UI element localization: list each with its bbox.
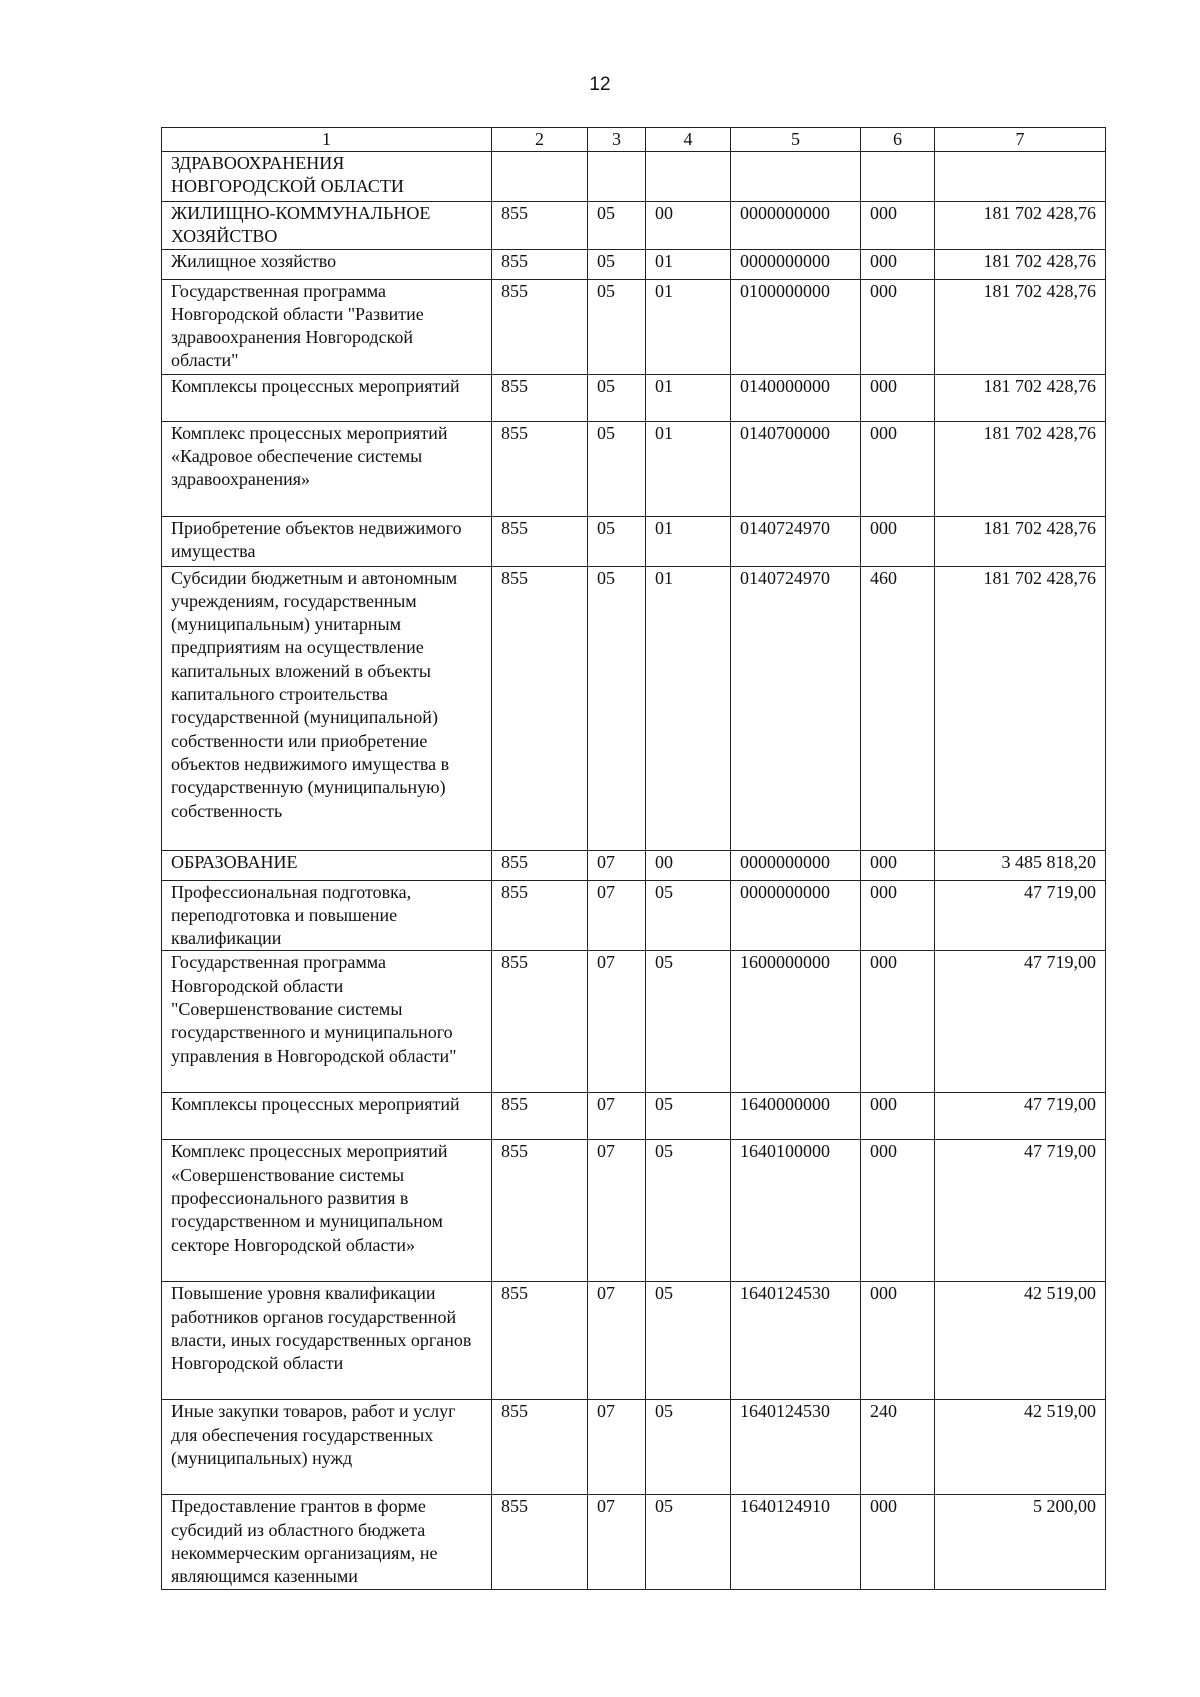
cell-row-name: ЗДРАВООХРАНЕНИЯ НОВГОРОДСКОЙ ОБЛАСТИ bbox=[162, 152, 492, 202]
cell-target-item-code: 1640100000 bbox=[731, 1140, 861, 1282]
cell-subsection-code: 00 bbox=[646, 850, 731, 880]
cell-expense-type-code: 240 bbox=[861, 1400, 935, 1495]
cell-row-name: Комплекс процессных мероприятий «Кадровое обеспечение системы здравоохранения» bbox=[162, 421, 492, 516]
cell-subsection-code: 05 bbox=[646, 880, 731, 951]
cell-department-code: 855 bbox=[492, 951, 588, 1093]
cell-row-name: Комплексы процессных мероприятий bbox=[162, 374, 492, 421]
column-header: 1 bbox=[162, 128, 492, 152]
cell-amount: 47 719,00 bbox=[935, 951, 1106, 1093]
table-row bbox=[162, 249, 1106, 279]
column-header: 6 bbox=[861, 128, 935, 152]
cell-expense-type-code: 000 bbox=[861, 374, 935, 421]
cell-subsection-code: 05 bbox=[646, 1495, 731, 1590]
cell-department-code: 855 bbox=[492, 249, 588, 279]
cell-section-code: 05 bbox=[588, 279, 646, 374]
cell-department-code: 855 bbox=[492, 516, 588, 566]
column-header: 2 bbox=[492, 128, 588, 152]
cell-row-name: Государственная программа Новгородской области "Развитие здравоохранения Новгородской области" bbox=[162, 279, 492, 374]
cell-department-code: 855 bbox=[492, 1400, 588, 1495]
cell-amount: 5 200,00 bbox=[935, 1495, 1106, 1590]
cell-subsection-code: 05 bbox=[646, 951, 731, 1093]
cell-section-code: 07 bbox=[588, 1282, 646, 1400]
page-number: 12 bbox=[589, 74, 611, 95]
cell-target-item-code: 0140724970 bbox=[731, 516, 861, 566]
cell-department-code: 855 bbox=[492, 566, 588, 850]
cell-expense-type-code: 460 bbox=[861, 566, 935, 850]
cell-row-name: Иные закупки товаров, работ и услуг для обеспечения государственных (муниципальных) нужд bbox=[162, 1400, 492, 1495]
cell-amount bbox=[935, 152, 1106, 202]
cell-department-code: 855 bbox=[492, 279, 588, 374]
cell-row-name: Комплекс процессных мероприятий «Совершенствование системы профессионального развития в государственном и муниципальном секторе Новгородской области» bbox=[162, 1140, 492, 1282]
cell-target-item-code: 0000000000 bbox=[731, 249, 861, 279]
cell-section-code bbox=[588, 152, 646, 202]
cell-row-name: ОБРАЗОВАНИЕ bbox=[162, 850, 492, 880]
cell-section-code: 07 bbox=[588, 951, 646, 1093]
cell-expense-type-code: 000 bbox=[861, 279, 935, 374]
cell-amount: 181 702 428,76 bbox=[935, 202, 1106, 250]
cell-amount: 181 702 428,76 bbox=[935, 516, 1106, 566]
cell-subsection-code: 05 bbox=[646, 1400, 731, 1495]
cell-subsection-code: 01 bbox=[646, 249, 731, 279]
table-row bbox=[162, 880, 1106, 951]
cell-subsection-code: 01 bbox=[646, 566, 731, 850]
cell-expense-type-code: 000 bbox=[861, 1093, 935, 1140]
cell-subsection-code: 00 bbox=[646, 202, 731, 250]
cell-row-name: Комплексы процессных мероприятий bbox=[162, 1093, 492, 1140]
cell-department-code: 855 bbox=[492, 374, 588, 421]
column-header: 5 bbox=[731, 128, 861, 152]
cell-target-item-code: 1640124530 bbox=[731, 1282, 861, 1400]
table-row bbox=[162, 202, 1106, 250]
cell-target-item-code: 1640124530 bbox=[731, 1400, 861, 1495]
cell-expense-type-code: 000 bbox=[861, 202, 935, 250]
cell-expense-type-code: 000 bbox=[861, 1140, 935, 1282]
cell-expense-type-code: 000 bbox=[861, 951, 935, 1093]
cell-department-code: 855 bbox=[492, 202, 588, 250]
cell-amount: 181 702 428,76 bbox=[935, 421, 1106, 516]
cell-section-code: 07 bbox=[588, 850, 646, 880]
cell-amount: 42 519,00 bbox=[935, 1282, 1106, 1400]
cell-amount: 42 519,00 bbox=[935, 1400, 1106, 1495]
column-header: 4 bbox=[646, 128, 731, 152]
cell-section-code: 05 bbox=[588, 374, 646, 421]
cell-subsection-code: 05 bbox=[646, 1140, 731, 1282]
table-row bbox=[162, 279, 1106, 374]
cell-expense-type-code: 000 bbox=[861, 1495, 935, 1590]
column-header: 7 bbox=[935, 128, 1106, 152]
cell-department-code: 855 bbox=[492, 1140, 588, 1282]
cell-subsection-code bbox=[646, 152, 731, 202]
table-row bbox=[162, 951, 1106, 1093]
cell-target-item-code: 0000000000 bbox=[731, 880, 861, 951]
table-row bbox=[162, 566, 1106, 850]
cell-target-item-code: 1600000000 bbox=[731, 951, 861, 1093]
cell-section-code: 05 bbox=[588, 566, 646, 850]
cell-section-code: 05 bbox=[588, 516, 646, 566]
table-row bbox=[162, 1282, 1106, 1400]
cell-section-code: 07 bbox=[588, 1495, 646, 1590]
cell-target-item-code: 1640000000 bbox=[731, 1093, 861, 1140]
table-body bbox=[162, 152, 1106, 1590]
cell-target-item-code bbox=[731, 152, 861, 202]
table-row bbox=[162, 421, 1106, 516]
cell-expense-type-code: 000 bbox=[861, 850, 935, 880]
cell-expense-type-code: 000 bbox=[861, 421, 935, 516]
cell-subsection-code: 01 bbox=[646, 374, 731, 421]
cell-amount: 181 702 428,76 bbox=[935, 566, 1106, 850]
cell-target-item-code: 0140700000 bbox=[731, 421, 861, 516]
cell-row-name: Приобретение объектов недвижимого имущества bbox=[162, 516, 492, 566]
cell-amount: 3 485 818,20 bbox=[935, 850, 1106, 880]
cell-section-code: 05 bbox=[588, 249, 646, 279]
cell-department-code: 855 bbox=[492, 1495, 588, 1590]
cell-department-code: 855 bbox=[492, 421, 588, 516]
table-row bbox=[162, 1093, 1106, 1140]
cell-department-code: 855 bbox=[492, 850, 588, 880]
cell-subsection-code: 05 bbox=[646, 1282, 731, 1400]
table-row bbox=[162, 850, 1106, 880]
cell-expense-type-code: 000 bbox=[861, 880, 935, 951]
cell-section-code: 05 bbox=[588, 202, 646, 250]
table-row bbox=[162, 152, 1106, 202]
cell-row-name: Предоставление грантов в форме субсидий из областного бюджета некоммерческим организациям, не являющимся казенными bbox=[162, 1495, 492, 1590]
cell-amount: 181 702 428,76 bbox=[935, 374, 1106, 421]
cell-target-item-code: 0140000000 bbox=[731, 374, 861, 421]
cell-section-code: 05 bbox=[588, 421, 646, 516]
cell-expense-type-code bbox=[861, 152, 935, 202]
cell-amount: 181 702 428,76 bbox=[935, 279, 1106, 374]
cell-section-code: 07 bbox=[588, 1140, 646, 1282]
cell-department-code: 855 bbox=[492, 1093, 588, 1140]
table-row bbox=[162, 516, 1106, 566]
cell-department-code bbox=[492, 152, 588, 202]
cell-target-item-code: 0000000000 bbox=[731, 202, 861, 250]
cell-amount: 47 719,00 bbox=[935, 880, 1106, 951]
budget-table bbox=[161, 127, 1106, 1590]
cell-department-code: 855 bbox=[492, 1282, 588, 1400]
cell-section-code: 07 bbox=[588, 880, 646, 951]
column-header: 3 bbox=[588, 128, 646, 152]
table-row bbox=[162, 374, 1106, 421]
cell-subsection-code: 01 bbox=[646, 421, 731, 516]
cell-section-code: 07 bbox=[588, 1400, 646, 1495]
table-row bbox=[162, 1495, 1106, 1590]
cell-row-name: Профессиональная подготовка, переподготовка и повышение квалификации bbox=[162, 880, 492, 951]
cell-expense-type-code: 000 bbox=[861, 249, 935, 279]
cell-row-name: Жилищное хозяйство bbox=[162, 249, 492, 279]
cell-target-item-code: 0140724970 bbox=[731, 566, 861, 850]
cell-subsection-code: 01 bbox=[646, 516, 731, 566]
cell-row-name: Повышение уровня квалификации работников органов государственной власти, иных государственных органов Новгородской области bbox=[162, 1282, 492, 1400]
cell-subsection-code: 05 bbox=[646, 1093, 731, 1140]
header-row bbox=[162, 128, 1106, 152]
table-row bbox=[162, 1140, 1106, 1282]
cell-row-name: Субсидии бюджетным и автономным учреждениям, государственным (муниципальным) унитарным предприятиям на осуществление капитальных вложений в объекты капитального строительства государственной (муниципальной) собственности или приобретение объектов недвижимого имущества в государственную (муниципальную) собственность bbox=[162, 566, 492, 850]
cell-expense-type-code: 000 bbox=[861, 1282, 935, 1400]
table-row bbox=[162, 1400, 1106, 1495]
cell-expense-type-code: 000 bbox=[861, 516, 935, 566]
cell-section-code: 07 bbox=[588, 1093, 646, 1140]
cell-amount: 47 719,00 bbox=[935, 1140, 1106, 1282]
cell-amount: 47 719,00 bbox=[935, 1093, 1106, 1140]
cell-department-code: 855 bbox=[492, 880, 588, 951]
cell-row-name: Государственная программа Новгородской области "Совершенствование системы государственного и муниципального управления в Новгородской области" bbox=[162, 951, 492, 1093]
cell-subsection-code: 01 bbox=[646, 279, 731, 374]
cell-amount: 181 702 428,76 bbox=[935, 249, 1106, 279]
cell-target-item-code: 0000000000 bbox=[731, 850, 861, 880]
cell-row-name: ЖИЛИЩНО-КОММУНАЛЬНОЕ ХОЗЯЙСТВО bbox=[162, 202, 492, 250]
cell-target-item-code: 0100000000 bbox=[731, 279, 861, 374]
cell-target-item-code: 1640124910 bbox=[731, 1495, 861, 1590]
